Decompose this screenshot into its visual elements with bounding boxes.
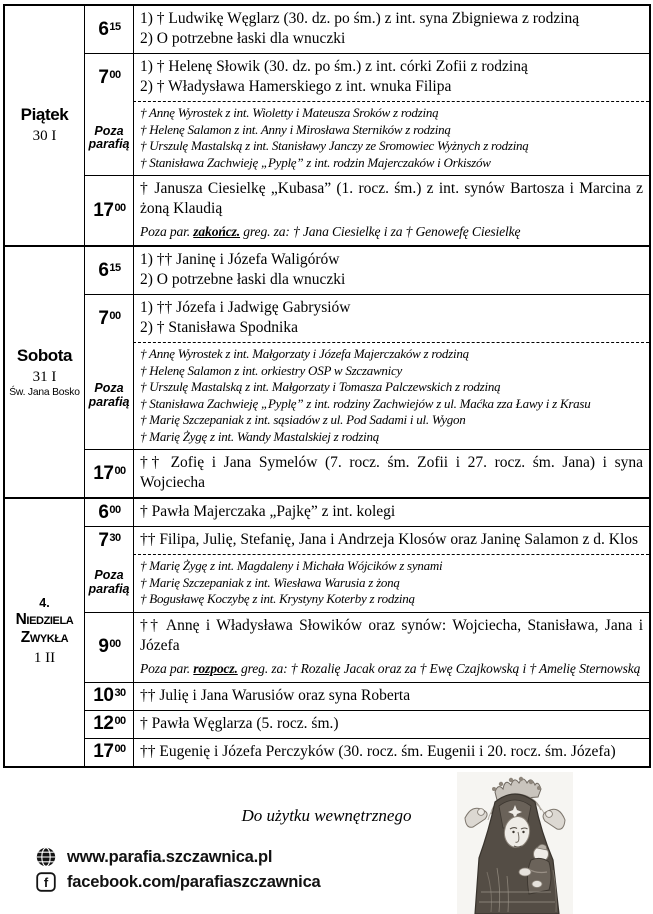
day-section	[5, 6, 649, 245]
mass-time-minutes: 00	[109, 309, 121, 322]
day-section	[5, 497, 649, 766]
mass-time-minutes: 00	[114, 743, 126, 755]
facebook-icon	[36, 872, 56, 892]
time-cell	[85, 527, 133, 554]
mass-row	[85, 499, 649, 526]
intention-line: 2) † Władysława Hamerskiego z int. wnuka Filipa	[140, 78, 452, 95]
poza-intention-line: † Marię Żygę z int. Wandy Mastalskiej z rodziną	[140, 428, 379, 444]
intention-cell	[133, 527, 649, 554]
mass-row	[85, 612, 649, 682]
intention-line: 2) O potrzebne łaski dla wnuczki	[140, 30, 346, 47]
intention-cell	[133, 176, 649, 245]
mass-time: $6^{00}$	[98, 501, 121, 523]
day-name: Niedziela	[15, 611, 74, 629]
mass-time: $9^{00}$	[98, 636, 121, 657]
intention-line: †† Eugenię i Józefa Perczyków (30. rocz. śm. Eugenii i 20. rocz. śm. Józefa)	[140, 742, 616, 760]
mass-time: $6^{15}$	[98, 18, 121, 40]
mass-time: $12^{00}$	[93, 713, 126, 734]
day-name: Piątek	[20, 105, 69, 124]
intention-line: †† Filipa, Julię, Stefanię, Jana i Andrzeja Klosów oraz Janinę Salamon z d. Klos	[140, 531, 639, 548]
poza-intention-line: † Urszulę Mastalską z int. Małgorzaty i Tomasza Palczewskich z rodziną	[140, 379, 501, 394]
day-date: 1 II	[33, 650, 56, 667]
poza-parafia-intentions	[133, 101, 649, 175]
mass-time-minutes: 15	[109, 261, 121, 274]
rows-column	[85, 247, 649, 497]
intention-line: 1) †† Janinę i Józefa Waligórów	[140, 251, 340, 268]
rows-column	[85, 499, 649, 766]
gregorian-note	[140, 659, 643, 678]
day-name: Zwykła	[20, 629, 69, 647]
poza-intention-line: † Bogusławę Koczybę z int. Krystyny Koterby z rodziną	[140, 591, 415, 606]
mass-time: $10^{30}$	[93, 685, 126, 706]
mass-row	[85, 247, 649, 294]
gregorian-note	[140, 222, 643, 241]
mass-row	[85, 6, 649, 53]
intention-line: 2) O potrzebne łaski dla wnuczki	[140, 271, 346, 288]
day-section	[5, 245, 649, 497]
day-date: 30 I	[32, 128, 57, 144]
gregorian-note-pre: Poza par.	[140, 660, 194, 676]
globe-icon	[36, 847, 56, 867]
intention-line: 1) †† Józefa i Jadwigę Gabrysiów	[140, 299, 351, 316]
poza-parafia-label: Poza parafią	[88, 568, 130, 596]
gregorian-note-emphasis: rozpocz.	[193, 660, 238, 676]
poza-parafia-intentions	[133, 342, 649, 449]
mass-row	[85, 294, 649, 449]
poza-intention-line: † Helenę Salamon z int. Anny i Mirosława Sterników z rodziną	[140, 121, 451, 137]
day-cell	[5, 6, 85, 245]
mass-time: $6^{15}$	[98, 259, 121, 281]
poza-intention-line: † Helenę Salamon z int. orkiestry OSP w Szczawnicy	[140, 362, 403, 378]
time-cell	[85, 295, 133, 342]
mass-time: $17^{00}$	[93, 462, 126, 484]
mass-time-minutes: 30	[114, 687, 126, 699]
contact-links	[36, 847, 321, 892]
intention-cell	[133, 247, 649, 294]
intention-line: 1) † Ludwikę Węglarz (30. dz. po śm.) z int. syna Zbigniewa z rodziną	[140, 10, 580, 27]
website-url: www.parafia.szczawnica.pl	[67, 847, 273, 866]
day-cell	[5, 247, 85, 497]
intention-line: † Pawła Majerczaka „Pajkę” z int. kolegi	[140, 503, 396, 520]
day-ordinal: 4.	[39, 596, 50, 611]
day-name: Sobota	[16, 345, 73, 365]
poza-intention-line: † Annę Wyrostek z int. Wioletty i Mateusza Sroków z rodziną	[140, 105, 439, 120]
intention-line: † Janusza Ciesielkę „Kubasa” (1. rocz. śm.) z int. synów Bartosza i Marcina z żoną Klaudią	[140, 180, 643, 217]
intention-line: 2) † Stanisława Spodnika	[140, 319, 298, 336]
intention-cell	[133, 739, 649, 766]
poza-intention-line: † Stanisława Zachwieję „Pyplę” z int. rodziny Zachwiejów z ul. Maćka zza Ławy i z Krasu	[140, 395, 591, 411]
intention-cell	[133, 54, 649, 101]
svg-text:f: f	[43, 875, 49, 890]
day-feast: Św. Jana Bosko	[9, 386, 80, 398]
intention-cell	[133, 499, 649, 526]
intention-line: †† Annę i Władysława Słowików oraz synów: Wojciecha, Stanisława, Jana i Józefa	[140, 616, 643, 654]
mass-time-minutes: 00	[114, 201, 126, 214]
mass-time: $17^{00}$	[93, 199, 126, 221]
mass-row	[85, 682, 649, 710]
mass-time: $17^{00}$	[93, 741, 126, 762]
facebook-url: facebook.com/parafiaszczawnica	[67, 872, 321, 891]
time-cell	[85, 499, 133, 526]
mass-time-minutes: 00	[114, 715, 126, 727]
intention-cell	[133, 450, 649, 497]
mass-time-minutes: 15	[109, 20, 121, 33]
time-cell	[85, 247, 133, 294]
time-cell	[85, 450, 133, 497]
mass-time: $7^{00}$	[98, 66, 121, 88]
time-cell	[85, 711, 133, 738]
intention-line: †† Zofię i Jana Symelów (7. rocz. śm. Zofii i 27. rocz. śm. Jana) i syna Wojciecha	[140, 454, 643, 491]
gregorian-note-emphasis: zakończ.	[193, 224, 241, 239]
mass-row	[85, 449, 649, 497]
poza-intention-line: † Marię Szczepaniak z int. sąsiadów z ul. Pod Sadami i ul. Wygon	[140, 412, 466, 427]
mass-row	[85, 175, 649, 245]
intention-line: † Pawła Węglarza (5. rocz. śm.)	[140, 714, 339, 732]
poza-intention-line: † Annę Wyrostek z int. Małgorzaty i Józefa Majerczaków z rodziną	[140, 346, 469, 361]
rows-column	[85, 6, 649, 245]
time-cell	[85, 683, 133, 710]
intention-cell	[133, 683, 649, 710]
mass-time-minutes: 30	[109, 531, 121, 544]
mass-time-minutes: 00	[109, 638, 121, 650]
mass-row	[85, 53, 649, 175]
poza-intention-line: † Stanisława Zachwieję „Pyplę” z int. rodzin Majerczaków i Orkiszów	[140, 154, 491, 170]
gregorian-note-pre: Poza par.	[140, 224, 194, 239]
mass-time: $7^{30}$	[98, 529, 121, 551]
poza-parafia-label: Poza parafią	[88, 123, 130, 151]
mass-row	[85, 738, 649, 766]
mass-time: $7^{00}$	[98, 307, 121, 329]
gregorian-note-post: greg. za: † Rozalię Jacak oraz za † Ewę Czajkowską i † Amelię Sternowską	[237, 660, 641, 676]
time-cell	[85, 739, 133, 766]
intention-cell	[133, 613, 649, 682]
mass-time-minutes: 00	[109, 68, 121, 81]
intention-line: †† Julię i Jana Warusiów oraz syna Roberta	[140, 686, 411, 704]
time-cell	[85, 613, 133, 682]
mass-time-minutes: 00	[114, 464, 126, 477]
website-link-row	[36, 847, 321, 867]
mass-row	[85, 526, 649, 612]
poza-intention-line: † Urszulę Mastalską z int. Stanisławy Janczy ze Sromowiec Wyżnych z rodziną	[140, 138, 529, 153]
mass-time-minutes: 00	[109, 503, 121, 516]
intention-cell	[133, 711, 649, 738]
intention-cell	[133, 6, 649, 53]
schedule-table	[3, 4, 651, 768]
our-lady-icon-image	[457, 772, 573, 914]
day-date: 31 I	[32, 368, 57, 385]
day-cell	[5, 499, 85, 766]
time-cell	[85, 176, 133, 245]
mass-row	[85, 710, 649, 738]
intention-line: 1) † Helenę Słowik (30. dz. po śm.) z int. córki Zofii z rodziną	[140, 58, 528, 75]
poza-intention-line: † Marię Szczepaniak z int. Wiesława Warusia z żoną	[140, 574, 400, 590]
intention-cell	[133, 295, 649, 342]
poza-parafia-label: Poza parafią	[88, 381, 130, 409]
poza-intention-line: † Marię Żygę z int. Magdaleny i Michała Wójcików z synami	[140, 558, 443, 573]
time-cell	[85, 54, 133, 101]
facebook-link-row	[36, 872, 321, 892]
gregorian-note-post: greg. za: † Jana Ciesielkę i za † Genowefę Ciesielkę	[240, 224, 521, 239]
internal-use-note: Do użytku wewnętrznego	[241, 806, 412, 825]
time-cell	[85, 6, 133, 53]
poza-parafia-intentions	[133, 554, 649, 612]
